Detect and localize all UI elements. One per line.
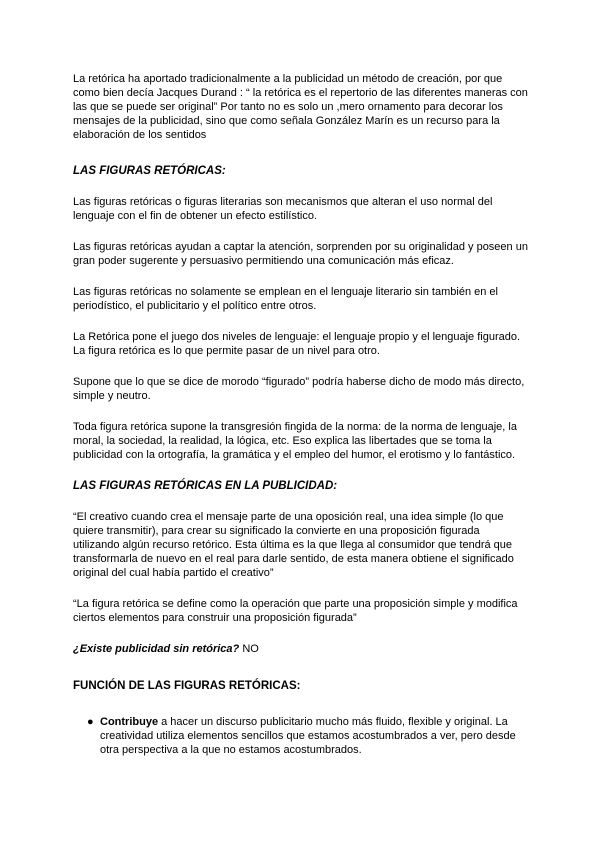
- paragraph-definition: Las figuras retóricas o figuras literarias son mecanismos que alteran el uso normal del lenguaje con el fin de obtener un efecto estilístico.: [73, 196, 493, 222]
- section-heading-figuras: LAS FIGURAS RETÓRICAS:: [73, 165, 226, 177]
- list-item-text: a hacer un discurso publicitario mucho más fluido, flexible y original. La creatividad utiliza elementos sencillos que estamos acostumbrados a ver, pero desde otra perspectiva a la que no estamos acostumbrados.: [100, 716, 516, 756]
- list-item-lead: Contribuye: [100, 716, 159, 728]
- list-item: [73, 715, 528, 757]
- question-line: [73, 642, 528, 656]
- quote-definicion: “La figura retórica se define como la operación que parte una proposición simple y modifica ciertos elementos para construir una proposición figurada”: [73, 598, 518, 624]
- section-heading-funcion: FUNCIÓN DE LAS FIGURAS RETÓRICAS:: [73, 680, 301, 692]
- paragraph-transgresion: Toda figura retórica supone la transgresión fingida de la norma: de la norma de lenguaje, la moral, la sociedad, la realidad, la lógica, etc. Eso explica las libertades que se toma la publicidad con la ortografía, la gramática y el empleo del humor, el erotismo y lo fantástico.: [73, 421, 517, 461]
- question-answer: NO: [239, 643, 259, 655]
- paragraph-figurado: Supone que lo que se dice de morodo “figurado” podría haberse dicho de modo más directo, simple y neutro.: [73, 376, 525, 402]
- question-text: ¿Existe publicidad sin retórica?: [73, 643, 240, 655]
- bullet-icon: ●: [87, 716, 94, 728]
- intro-paragraph: La retórica ha aportado tradicionalmente a la publicidad un método de creación, por que como bien decía Jacques Durand : “ la retórica es el repertorio de las diferentes maneras con las que se puede ser original” Por tanto no es solo un ,mero ornamento para decorar los mensajes de la publicidad, sino que como señala González Marín es un recurso para la elaboración de los sentidos: [73, 73, 528, 141]
- function-list: [73, 715, 528, 757]
- paragraph-usage: Las figuras retóricas no solamente se emplean en el lenguaje literario sin también en el periodístico, el publicitario y el político entre otros.: [73, 286, 498, 312]
- paragraph-levels: La Retórica pone el juego dos niveles de lenguaje: el lenguaje propio y el lenguaje figurado. La figura retórica es lo que permite pasar de un nivel para otro.: [73, 331, 521, 357]
- quote-creativo: “El creativo cuando crea el mensaje parte de una oposición real, una idea simple (lo que quiere transmitir), para crear su significado la convierte en una proposición figurada utilizando algún recurso retórico. Esta última es la que llega al consumidor que tendrá que transformarla de nuevo en el real para darle sentido, de esta manera obtiene el significado original del cual había partido el creativo”: [73, 511, 514, 579]
- section-heading-publicidad: LAS FIGURAS RETÓRICAS EN LA PUBLICIDAD:: [73, 480, 338, 492]
- paragraph-attention: Las figuras retóricas ayudan a captar la atención, sorprenden por su originalidad y poseen un gran poder sugerente y persuasivo permitiendo una comunicación más eficaz.: [73, 241, 528, 267]
- document-page: [73, 72, 528, 757]
